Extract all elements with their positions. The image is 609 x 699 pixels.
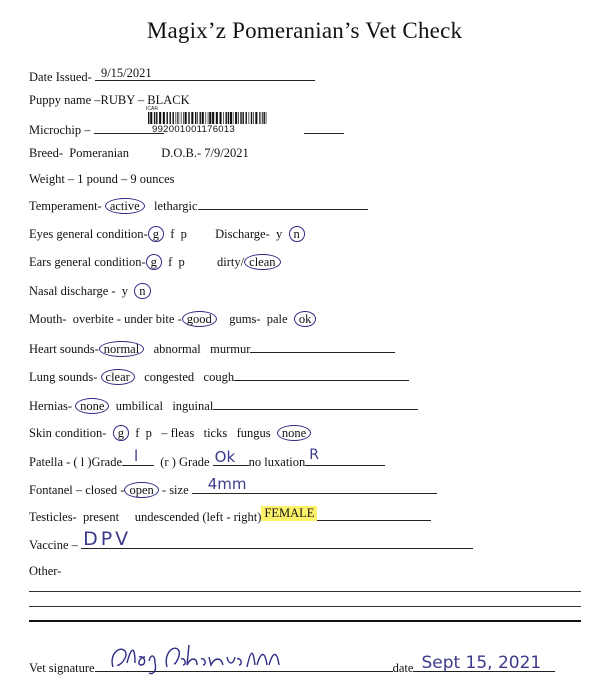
date-issued-field: [95, 68, 315, 81]
heart-abnormal: abnormal: [153, 342, 201, 356]
eyes-g-circled: g: [148, 226, 164, 242]
temperament-row: [29, 197, 368, 214]
gums-ok-circled: ok: [294, 311, 317, 327]
skin-fleas: – fleas: [161, 426, 195, 440]
microchip-tag: ICAR: [146, 106, 158, 112]
nasal-n-circled: n: [134, 283, 150, 299]
other-row: [29, 564, 61, 579]
weight-row: [29, 172, 175, 187]
testicles-present: present: [82, 510, 120, 524]
ears-dirty: dirty/: [217, 255, 245, 269]
skin-fungus: fungus: [236, 426, 271, 440]
heart-row: [29, 340, 395, 357]
temperament-lethargic: lethargic: [154, 199, 198, 213]
hernias-none-circled: none: [75, 398, 109, 414]
gums-pale: pale: [266, 312, 288, 326]
hernias-inguinal: inguinal: [172, 399, 214, 413]
signature-row: [29, 653, 555, 676]
puppy-name-row: [29, 93, 190, 108]
mouth-label: Mouth-: [29, 312, 67, 326]
fontanel-size-label: - size: [161, 483, 189, 497]
patella-row: [29, 447, 385, 470]
ears-g-circled: g: [146, 254, 162, 270]
skin-row: [29, 425, 311, 441]
breed-value: Pomeranian: [69, 146, 129, 160]
temperament-label: Temperament-: [29, 199, 102, 213]
lung-clear-circled: clear: [101, 369, 135, 385]
form-title: Magix’z Pomeranian’s Vet Check: [146, 18, 463, 43]
testicles-undescended: undescended (left - right): [134, 510, 262, 524]
mouth-bite: overbite - under bite -: [72, 312, 182, 326]
vet-signature-image: [105, 637, 335, 675]
ears-clean-circled: clean: [244, 254, 280, 270]
heart-murmur: murmur: [210, 342, 251, 356]
fontanel-open-circled: open: [124, 482, 158, 498]
testicles-label: Testicles-: [29, 510, 77, 524]
microchip-label: Microchip –: [29, 123, 91, 137]
ears-f: f: [168, 255, 173, 269]
ears-label: Ears general condition-: [29, 255, 146, 269]
skin-ticks: ticks: [203, 426, 228, 440]
eyes-label: Eyes general condition-: [29, 227, 148, 241]
testicles-value-highlighted: FEMALE: [261, 506, 317, 521]
other-line-3: [29, 620, 581, 622]
eyes-row: [29, 226, 305, 242]
mouth-row: [29, 311, 316, 327]
vaccine-label: Vaccine –: [29, 538, 78, 552]
skin-p: p: [145, 426, 152, 440]
fontanel-row: [29, 475, 437, 498]
gums-label: gums-: [229, 312, 261, 326]
signature-date-value: Sept 15, 2021: [421, 653, 542, 673]
weight-value: 1 pound – 9 ounces: [77, 172, 175, 186]
nasal-y: y: [121, 284, 129, 298]
patella-label: Patella - ( l )Grade: [29, 455, 123, 469]
eyes-f: f: [170, 227, 175, 241]
nasal-label: Nasal discharge -: [29, 284, 116, 298]
patella-right-label: (r ) Grade: [160, 455, 210, 469]
date-issued-row: [29, 68, 315, 85]
dob-label: D.O.B.-: [161, 146, 202, 160]
lung-row: [29, 368, 409, 385]
patella-luxation-value: R: [309, 447, 319, 463]
puppy-name-value: RUBY – BLACK: [100, 93, 190, 107]
discharge-label: Discharge-: [215, 227, 270, 241]
hernias-umbilical: umbilical: [115, 399, 163, 413]
puppy-name-label: Puppy name –: [29, 93, 101, 107]
lung-label: Lung sounds-: [29, 370, 98, 384]
fontanel-label: Fontanel – closed -: [29, 483, 125, 497]
hernias-row: [29, 397, 418, 414]
discharge-n-circled: n: [289, 226, 305, 242]
patella-left-value: l: [134, 447, 139, 465]
mouth-good-circled: good: [182, 311, 217, 327]
skin-none-circled: none: [277, 425, 311, 441]
lung-congested: congested: [144, 370, 195, 384]
heart-label: Heart sounds-: [29, 342, 99, 356]
dob-value: 7/9/2021: [204, 146, 249, 160]
hernias-label: Hernias-: [29, 399, 73, 413]
date-label: date: [392, 661, 414, 675]
patella-right-value: Ok: [214, 448, 236, 466]
patella-no-luxation: no luxation: [248, 455, 306, 469]
other-line-1: [29, 591, 581, 592]
weight-label: Weight –: [29, 172, 75, 186]
eyes-p: p: [180, 227, 187, 241]
vet-signature-label: Vet signature: [29, 661, 95, 675]
discharge-y: y: [276, 227, 283, 241]
heart-normal-circled: normal: [99, 341, 144, 357]
microchip-number: 992001001176013: [152, 124, 236, 135]
nasal-row: [29, 283, 151, 299]
testicles-row: [29, 508, 431, 525]
ears-row: [29, 254, 281, 270]
fontanel-size-value: 4mm: [207, 475, 247, 493]
date-issued-value: 9/15/2021: [100, 66, 152, 80]
breed-label: Breed-: [29, 146, 64, 160]
ears-p: p: [178, 255, 185, 269]
skin-f: f: [135, 426, 140, 440]
date-issued-label: Date Issued-: [29, 70, 92, 84]
vaccine-value: DPV: [83, 528, 132, 550]
temperament-active-circled: active: [105, 198, 145, 214]
vaccine-row: [29, 528, 473, 553]
other-label: Other-: [29, 564, 62, 578]
lung-cough: cough: [203, 370, 235, 384]
microchip-barcode-sticker: [146, 108, 270, 138]
skin-g-circled: g: [113, 425, 129, 441]
skin-label: Skin condition-: [29, 426, 107, 440]
breed-row: [29, 146, 249, 161]
other-line-2: [29, 606, 581, 607]
